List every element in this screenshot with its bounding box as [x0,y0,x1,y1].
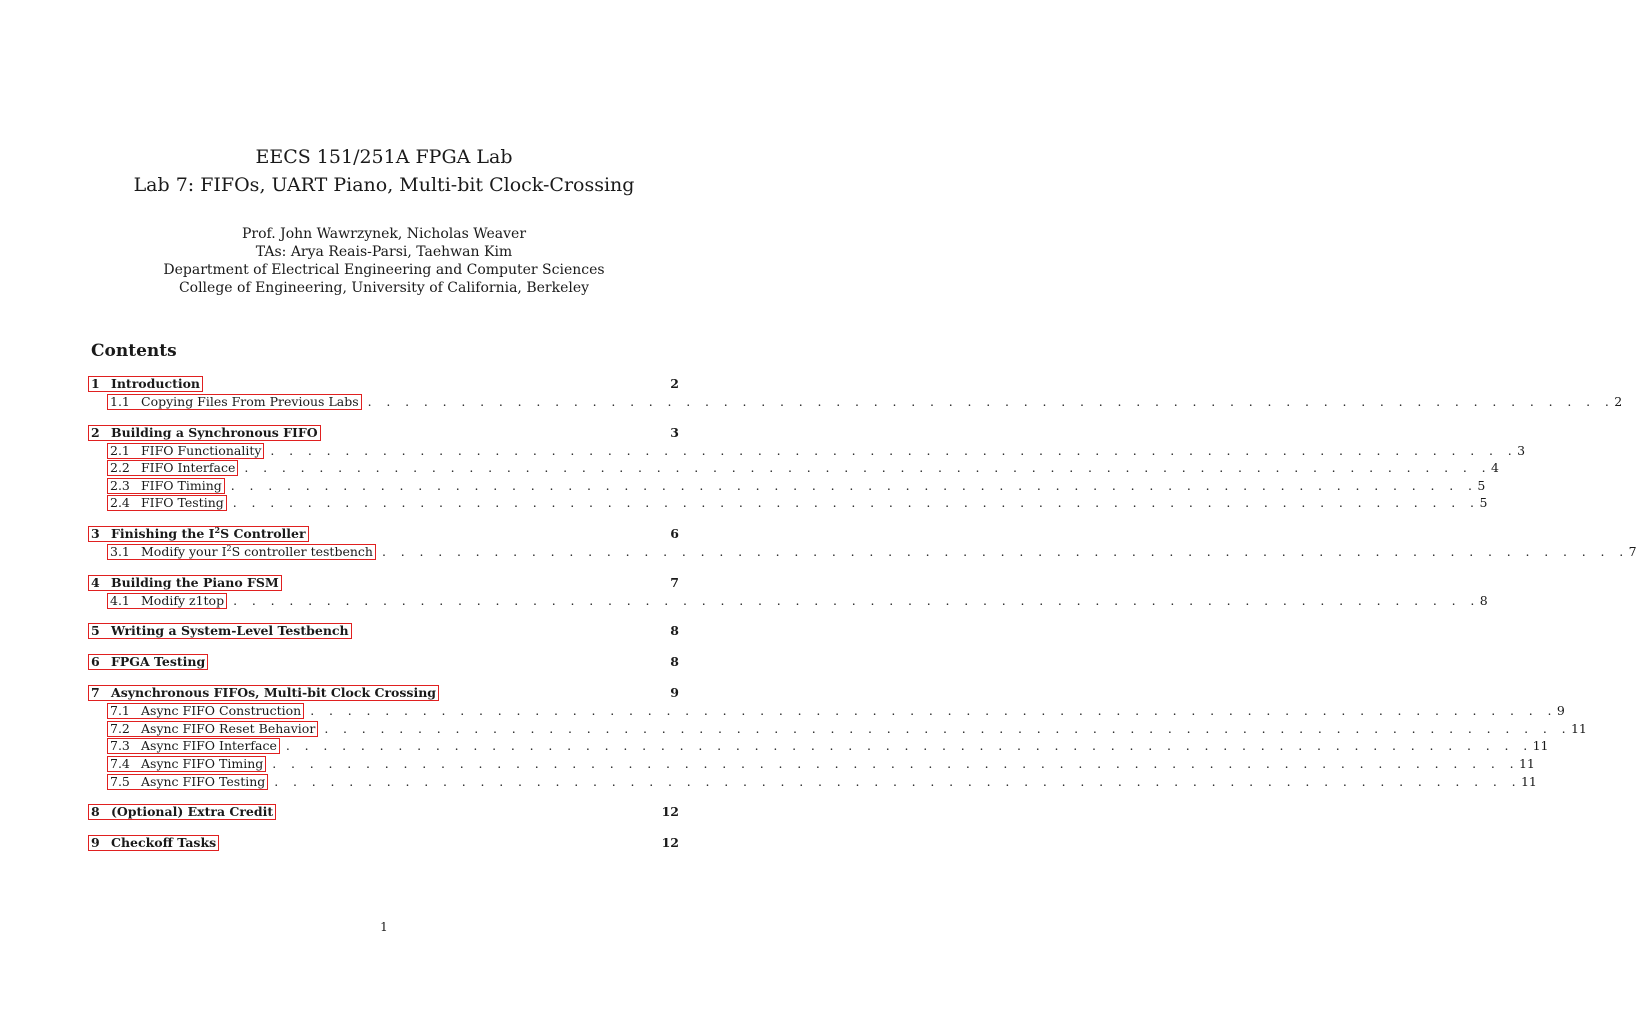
toc-subsection-link[interactable] [107,756,266,772]
toc-subsection-title-text: FIFO Interface [141,460,236,476]
toc-subsection-page: 11 [1570,720,1587,736]
toc-subsection-row [90,394,1623,412]
toc-subsection-title-text: Async FIFO Timing [141,755,264,771]
toc-dot-leader: . . . . . . . . . . . . . . . . . . . . . . . . . . . . . . . . . . . . . . . . . . . . . . . . . . . . . . . . . . . . . . . . . . . [274,773,1521,789]
toc-section-row [90,376,679,394]
toc-subsection-number: 7.2 [110,720,130,736]
toc-subsection-page: 11 [1520,773,1537,789]
toc-section-link[interactable] [88,685,439,701]
toc-section-row [90,685,679,703]
toc-subsection-link[interactable] [107,394,362,410]
toc-subsection-link[interactable] [107,478,225,494]
toc-section-link[interactable] [88,654,208,670]
author-department: Department of Electrical Engineering and Computer Sciences [163,262,605,278]
toc-subsection-link[interactable] [107,721,318,737]
toc-subsection-number: 7.1 [110,703,130,719]
toc-section-link[interactable] [88,575,282,591]
toc-section-link[interactable] [88,526,309,542]
toc-subsection-page: 3 [1517,442,1526,458]
toc-subsection-page: 11 [1532,738,1549,754]
toc-subsection-title-text: Async FIFO Interface [141,738,277,754]
toc-section-link[interactable] [88,376,203,392]
toc-subsection-number: 3.1 [110,543,130,559]
toc-section-title-text: Asynchronous FIFOs, Multi-bit Clock Crossing [111,685,437,701]
toc-dot-leader: . . . . . . . . . . . . . . . . . . . . . . . . . . . . . . . . . . . . . . . . . . . . . . . . . . . . . . . . . . . . . . . . . . . [244,460,1492,476]
toc-subsection-title-text: FIFO Functionality [141,442,262,458]
document-lab-title: Lab 7: FIFOs, UART Piano, Multi-bit Clock-Crossing [133,174,635,196]
toc-subsection-link[interactable] [107,544,376,560]
toc-subsection-number: 7.3 [110,738,130,754]
toc-section-number: 2 [91,424,100,440]
toc-subsection-row [90,773,1537,792]
toc-subsection-link[interactable] [107,738,280,754]
toc-subsection-row [90,442,1526,461]
toc-section-page: 12 [661,804,679,820]
toc-section-link[interactable] [88,804,276,820]
toc-dot-leader: . . . . . . . . . . . . . . . . . . . . . . . . . . . . . . . . . . . . . . . . . . . . . . . . . . . . . . . . . . . . . . . . . . . [285,738,1533,754]
toc-section-row [90,425,679,443]
toc-dot-leader: . . . . . . . . . . . . . . . . . . . . . . . . . . . . . . . . . . . . . . . . . . . . . . . . . . . . . . . . . . . . . . . . . . . [233,592,1480,608]
toc-section-title-text: FPGA Testing [111,654,206,670]
author-professors: Prof. John Wawrzynek, Nicholas Weaver [241,226,527,242]
toc-subsection-page: 11 [1518,755,1535,771]
toc-subsection-number: 7.4 [110,755,130,771]
toc-section-title-text: (Optional) Extra Credit [111,804,274,820]
toc-section-link[interactable] [88,623,352,639]
toc-dot-leader: . . . . . . . . . . . . . . . . . . . . . . . . . . . . . . . . . . . . . . . . . . . . . . . . . . . . . . . . . . . . . . . . . . . [367,394,1615,409]
toc-section-number: 4 [91,574,100,590]
toc-section-row [90,526,679,544]
toc-section-number: 8 [91,804,100,820]
toc-section-link[interactable] [88,425,321,441]
toc-subsection-number: 1.1 [110,394,130,409]
page-number: 1 [380,920,388,934]
toc-subsection-number: 2.1 [110,442,130,458]
toc-subsection-row [90,495,1488,513]
toc-section-number: 1 [91,376,100,391]
toc-dot-leader: . . . . . . . . . . . . . . . . . . . . . . . . . . . . . . . . . . . . . . . . . . . . . . . . . . . . . . . . . . . . . . . . . . . [381,543,1629,559]
toc-section-page: 9 [670,685,679,701]
toc-subsection-row [90,703,1565,721]
toc-subsection-row [90,738,1549,756]
toc-section-page: 8 [670,623,679,639]
toc-subsection-page: 9 [1556,703,1565,719]
toc-subsection-row [90,543,1637,562]
toc-subsection-title-text: S controller testbench [231,543,373,559]
toc-subsection-page: 4 [1491,460,1499,476]
toc-subsection-row [90,592,1488,611]
toc-subsection-row [90,755,1535,774]
toc-section-title-text: S Controller [220,525,306,541]
toc-subsection-page: 8 [1479,592,1488,608]
toc-dot-leader: . . . . . . . . . . . . . . . . . . . . . . . . . . . . . . . . . . . . . . . . . . . . . . . . . . . . . . . . . . . . . . . . . . . [310,703,1557,719]
toc-section-number: 6 [91,654,100,670]
toc-subsection-link[interactable] [107,774,268,790]
toc-subsection-row [90,720,1587,739]
author-tas: TAs: Arya Reais-Parsi, Taehwan Kim [255,244,513,260]
toc-subsection-page: 5 [1477,477,1486,493]
toc-subsection-page: 7 [1628,543,1637,559]
toc-subsection-link[interactable] [107,443,264,459]
toc-section-page: 3 [670,424,679,440]
toc-subsection-page: 5 [1479,495,1488,511]
toc-subsection-number: 4.1 [110,592,130,608]
toc-section-page: 7 [670,574,679,590]
toc-subsection-link[interactable] [107,703,304,719]
contents-heading: Contents [91,341,177,361]
toc-subsection-number: 2.3 [110,477,130,493]
toc-dot-leader: . . . . . . . . . . . . . . . . . . . . . . . . . . . . . . . . . . . . . . . . . . . . . . . . . . . . . . . . . . . . . . . . . . . [272,755,1519,771]
toc-section-title-text: Building the Piano FSM [111,574,279,590]
toc-section-page: 12 [661,835,679,851]
table-of-contents [90,376,1637,853]
toc-dot-leader: . . . . . . . . . . . . . . . . . . . . . . . . . . . . . . . . . . . . . . . . . . . . . . . . . . . . . . . . . . . . . . . . . . . [232,495,1480,511]
toc-subsection-title-text: Modify z1top [141,592,225,608]
toc-section-page: 2 [670,376,679,391]
toc-dot-leader: . . . . . . . . . . . . . . . . . . . . . . . . . . . . . . . . . . . . . . . . . . . . . . . . . . . . . . . . . . . . . . . . . . . [324,720,1571,736]
toc-subsection-title-text: Async FIFO Testing [141,773,266,789]
toc-subsection-title-text: Async FIFO Reset Behavior [141,720,316,736]
toc-subsection-row [90,477,1486,496]
toc-section-title-text: Building a Synchronous FIFO [111,424,318,440]
toc-subsection-title-text: Modify your I [141,543,227,559]
toc-section-row [90,804,679,822]
toc-subsection-title-text: Copying Files From Previous Labs [141,394,359,409]
document-course-title: EECS 151/251A FPGA Lab [255,146,513,168]
toc-dot-leader: . . . . . . . . . . . . . . . . . . . . . . . . . . . . . . . . . . . . . . . . . . . . . . . . . . . . . . . . . . . . . . . . . . . [230,477,1478,493]
toc-subsection-link[interactable] [107,460,238,476]
toc-dot-leader: . . . . . . . . . . . . . . . . . . . . . . . . . . . . . . . . . . . . . . . . . . . . . . . . . . . . . . . . . . . . . . . . . . . [270,442,1518,458]
toc-section-number: 3 [91,525,100,541]
toc-section-number: 5 [91,623,100,639]
toc-section-title-text: Introduction [111,376,201,391]
toc-section-link[interactable] [88,835,219,851]
toc-subsection-number: 2.4 [110,495,130,511]
toc-subsection-title-text: FIFO Testing [141,495,224,511]
toc-section-title-text: Finishing the I [111,525,215,541]
toc-section-row [90,575,679,593]
toc-section-title-text: Checkoff Tasks [111,835,217,851]
toc-section-title-superscript: 2 [214,524,221,535]
toc-subsection-page: 2 [1614,394,1623,409]
toc-subsection-number: 7.5 [110,773,130,789]
toc-section-number: 7 [91,685,100,701]
toc-subsection-row [90,460,1499,478]
toc-section-page: 6 [670,525,679,541]
toc-subsection-number: 2.2 [110,460,130,476]
toc-section-row [90,835,679,853]
toc-subsection-title-text: Async FIFO Construction [141,703,302,719]
toc-section-number: 9 [91,835,100,851]
toc-section-title-text: Writing a System-Level Testbench [111,623,349,639]
toc-section-page: 8 [670,654,679,670]
toc-subsection-link[interactable] [107,593,227,609]
toc-section-row [90,623,679,641]
toc-subsection-link[interactable] [107,495,227,511]
toc-section-row [90,654,679,672]
toc-subsection-title-superscript: 2 [226,543,232,553]
author-college: College of Engineering, University of California, Berkeley [178,280,590,296]
toc-subsection-title-text: FIFO Timing [141,477,222,493]
